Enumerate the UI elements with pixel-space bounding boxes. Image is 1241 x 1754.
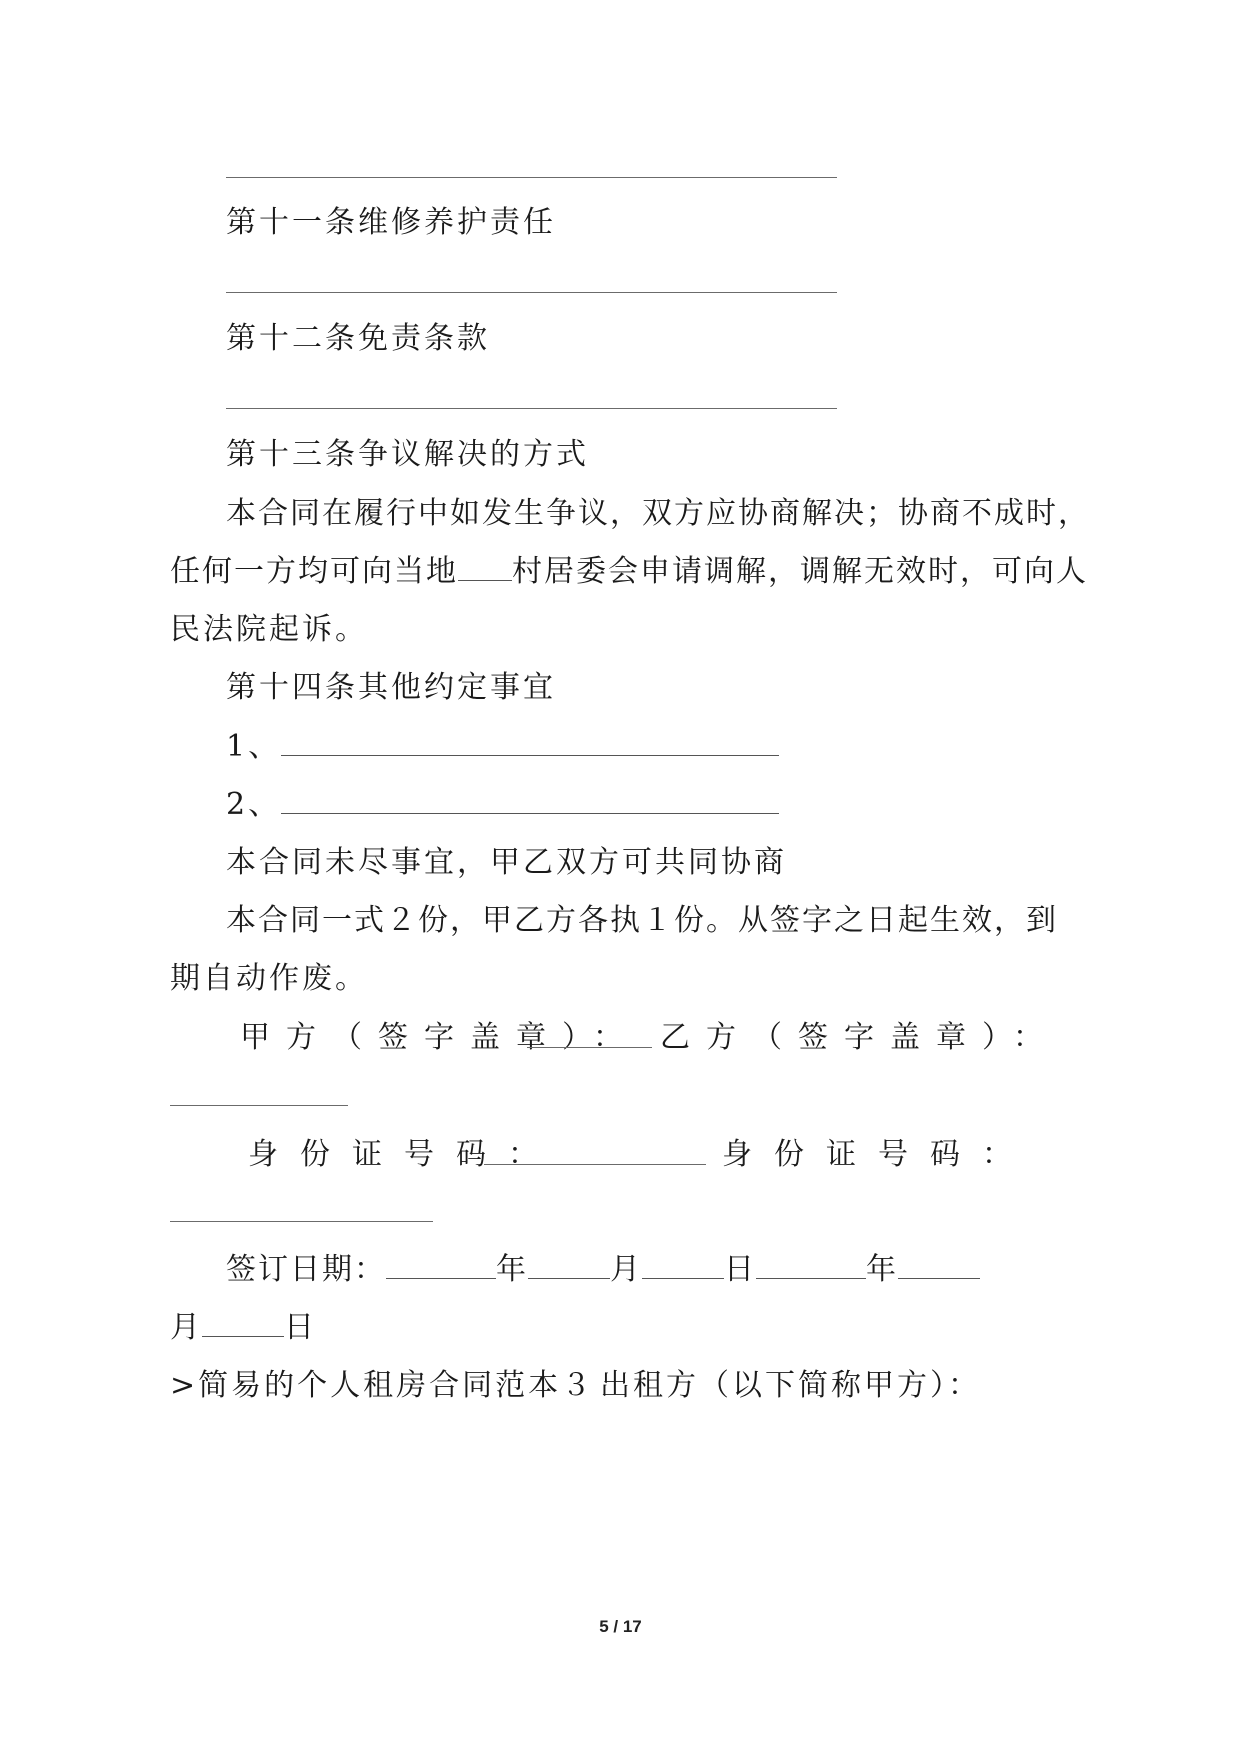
body-text: 任何一方均可向当地 [170,554,458,589]
blank-field [484,1164,706,1165]
blank-field [202,1310,284,1337]
year-label: 年 [496,1252,528,1287]
blank-rule [226,292,837,293]
year-label: 年 [866,1252,898,1287]
article-14-heading: 第十四条其他约定事宜 [226,670,556,705]
blank-field [386,1252,496,1279]
day-label: 日 [284,1310,316,1345]
month-label: 月 [610,1252,642,1287]
blank-field [170,1221,433,1222]
id-number-b-label: 身份证号码： [722,1137,1034,1172]
clause-text: 本合同一式２份，甲乙方各执１份。从签字之日起生效，到 [226,903,1058,938]
blank-field [528,1252,610,1279]
item-number: 2、 [226,787,282,822]
blank-field [756,1252,866,1279]
clause-text: 期自动作废。 [170,961,368,996]
id-number-a-label: 身份证号码： [248,1137,560,1172]
blank-field [527,1047,652,1048]
blank-field [898,1252,980,1279]
party-a-sign-label: 甲方（签字盖章）： [240,1020,639,1055]
blank-field [170,1105,348,1106]
day-label: 日 [724,1252,756,1287]
blank-rule [226,408,837,409]
lessor-label: 出租方（以下简称甲方）： [600,1368,981,1403]
signature-line [660,1018,1059,1058]
sign-date-line [170,1308,316,1348]
id-number-line [248,1135,560,1175]
page-number: 5 / 17 [599,1617,642,1636]
article-13-body-line [170,552,1088,592]
signature-line [240,1018,639,1058]
month-label: 月 [170,1310,202,1345]
article-13-body-line: 本合同在履行中如发生争议，双方应协商解决；协商不成时， [226,496,1090,531]
id-number-line [722,1135,1034,1175]
clause-text: 本合同未尽事宜，甲乙双方可共同协商 [226,845,787,880]
article-11-heading: 第十一条维修养护责任 [226,205,556,240]
blank-field [281,729,779,756]
sign-date-label: 签订日期： [226,1252,386,1287]
list-item [226,785,779,825]
article-13-heading: 第十三条争议解决的方式 [226,437,589,472]
blank-field [642,1252,724,1279]
blank-field [281,787,779,814]
item-number: 1、 [226,729,282,764]
article-13-body-line: 民法院起诉。 [170,612,368,647]
blank-field [458,554,512,581]
sign-date-line [226,1250,980,1290]
party-b-sign-label: 乙方（签字盖章）： [660,1020,1059,1055]
list-item [226,727,779,767]
blank-rule [226,177,837,178]
body-text: 村居委会申请调解，调解无效时，可向人 [512,554,1088,589]
article-12-heading: 第十二条免责条款 [226,321,490,356]
next-contract-title: >简易的个人租房合同范本３ [170,1368,595,1403]
